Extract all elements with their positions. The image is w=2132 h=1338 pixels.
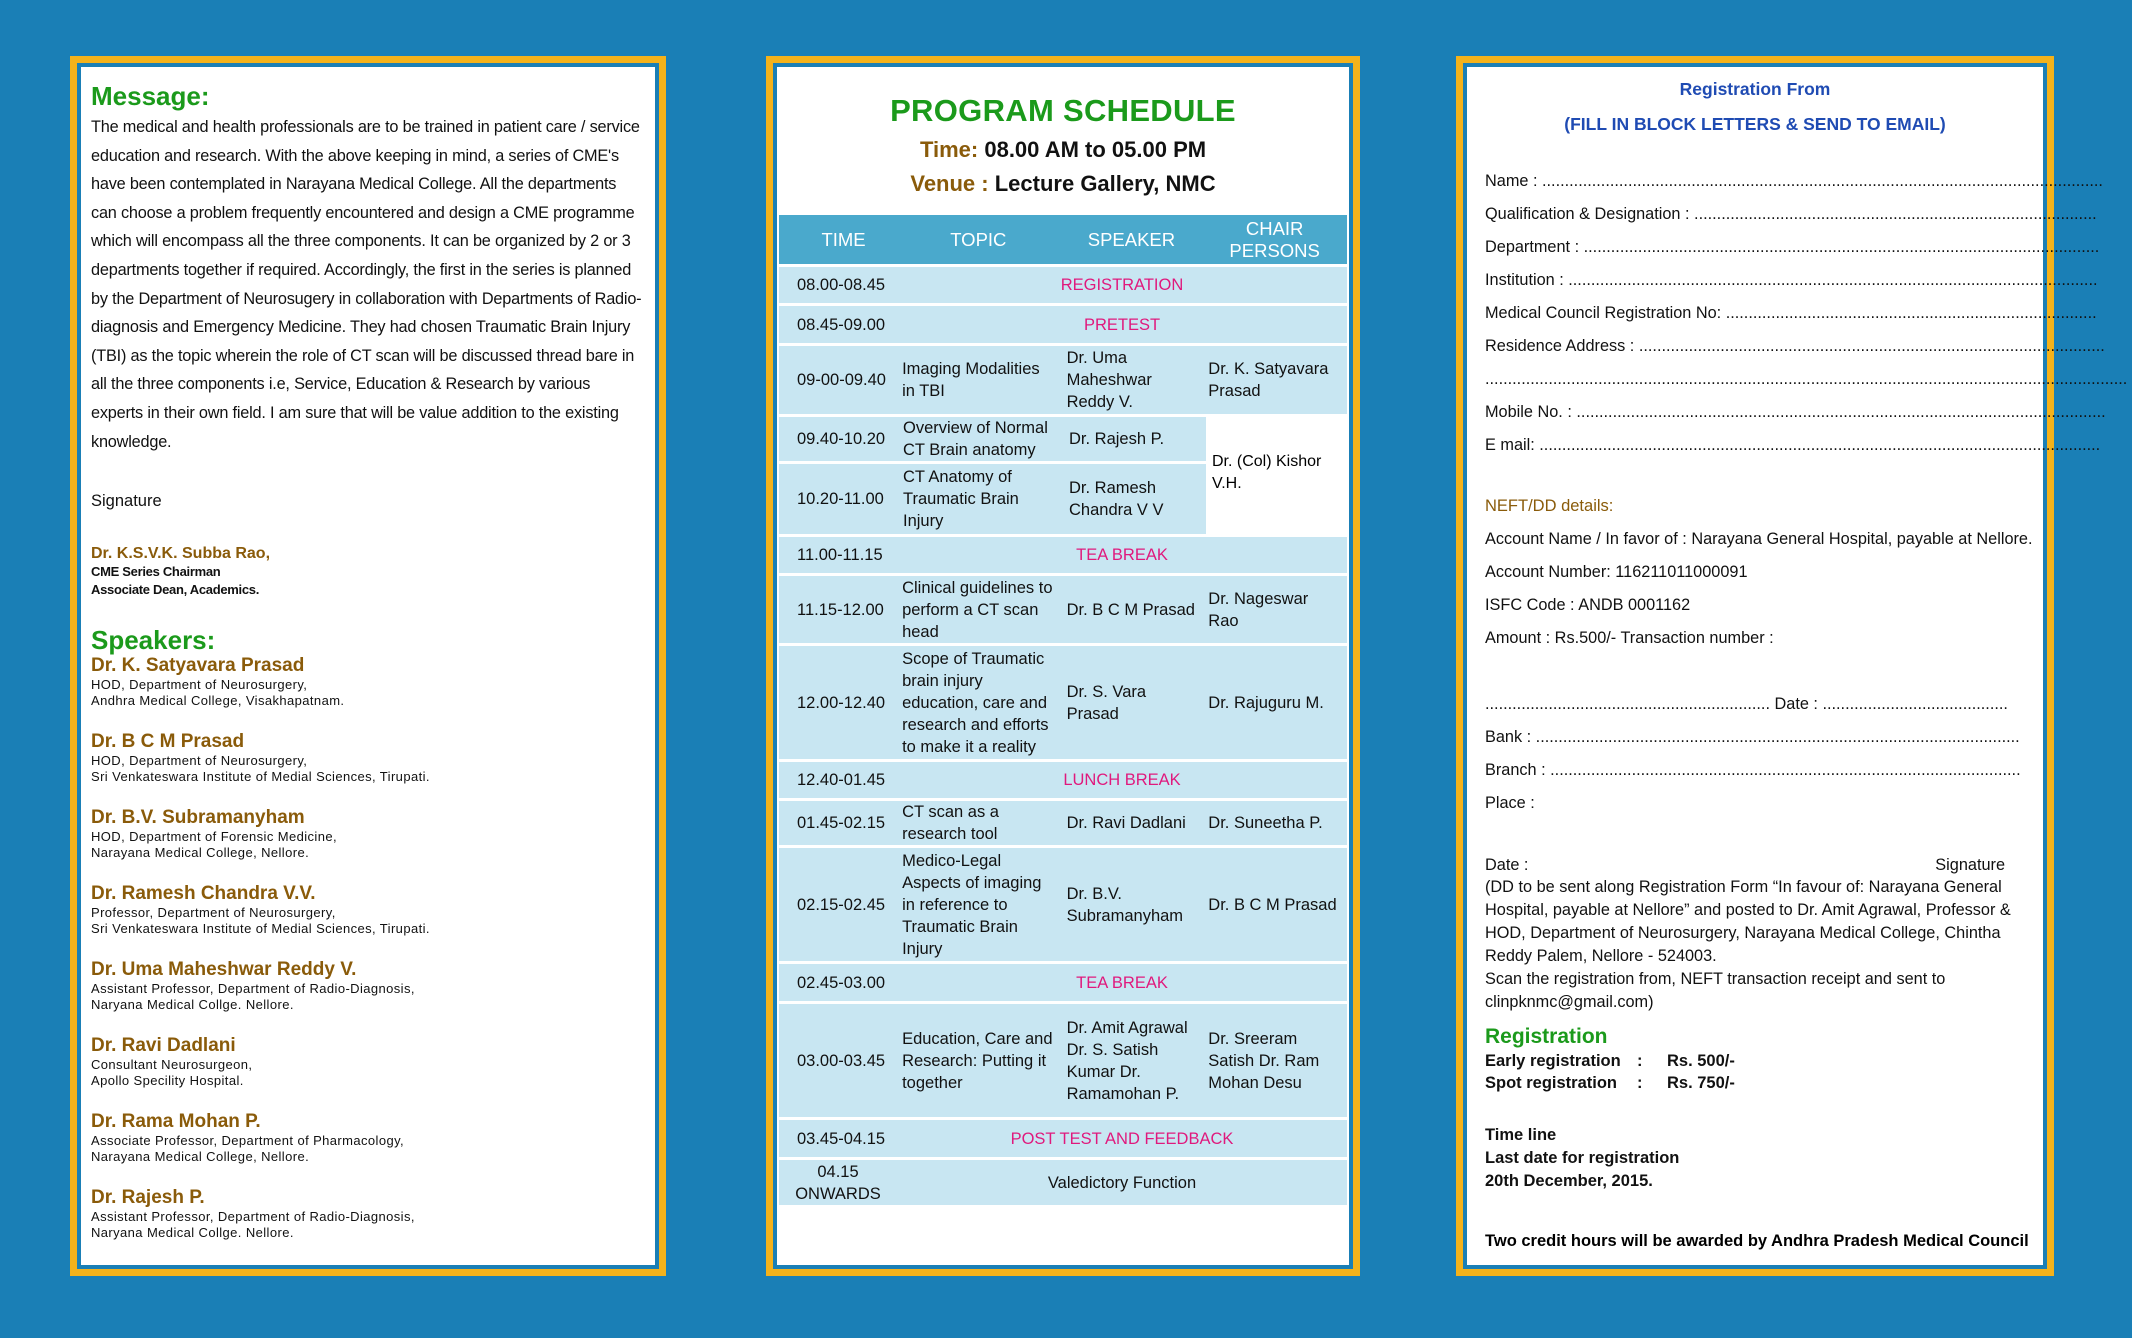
speaker-role: Assistant Professor, Department of Radio-Diagnosis,: [91, 981, 415, 997]
schedule-panel: [766, 56, 1360, 1276]
row-time: 03.00-03.45: [797, 1051, 886, 1070]
table-row-group-left: [779, 417, 1206, 534]
early-label: Early registration: [1485, 1052, 1621, 1070]
speaker-role: HOD, Department of Neurosurgery,: [91, 753, 308, 769]
registration-form-title: Registration From: [1679, 79, 1831, 99]
row-topic: Clinical guidelines to perform a CT scan head: [902, 578, 1053, 641]
message-panel: [70, 56, 666, 1276]
speaker-name: Dr. K. Satyavara Prasad: [91, 655, 305, 677]
colon: :: [1637, 1074, 1643, 1092]
row-time: 03.45-04.15: [797, 1129, 886, 1148]
speaker-role: Assistant Professor, Department of Radio-Diagnosis,: [91, 1209, 415, 1225]
speaker-institution: Narayana Medical College, Nellore.: [91, 845, 310, 861]
row-chair: Dr. Sreeram Satish Dr. Ram Mohan Desu: [1208, 1029, 1320, 1092]
spot-registration-row: [1485, 1072, 2027, 1094]
speaker-institution: Naryana Medical Collge. Nellore.: [91, 997, 294, 1013]
speaker-institution: Narayana Medical College, Nellore.: [91, 1149, 310, 1165]
qualification-field[interactable]: Qualification & Designation : .........................................................................................: [1485, 205, 2097, 223]
speaker-role: Professor, Department of Neurosurgery,: [91, 905, 336, 921]
table-row: [779, 1004, 1347, 1120]
department-field[interactable]: Department : ..................................................................................................................: [1485, 238, 2100, 256]
row-event: LUNCH BREAK: [1063, 771, 1181, 789]
row-time: 08.00-08.45: [797, 276, 886, 294]
name-field[interactable]: Name : ............................................................................................................................: [1485, 172, 2103, 190]
dd-instructions: (DD to be sent along Registration Form “In favour of: Narayana General Hospital, payable at Nellore” and posted to Dr. Amit Agrawal, Professor & HOD, Department of Neurosurgery, Narayana Medical College, Chintha Reddy Palem, Nellore - 524003.: [1485, 878, 2011, 965]
message-panel-inner: [77, 63, 659, 1269]
schedule-venue-label: Venue :: [910, 171, 989, 196]
table-row: [779, 417, 1206, 464]
speaker-institution: Apollo Specility Hospital.: [91, 1073, 244, 1089]
schedule-time-label: Time:: [919, 137, 979, 162]
row-topic: CT scan as a research tool: [902, 803, 999, 843]
signature-label: Signature: [1935, 856, 2005, 874]
speaker-list: [91, 655, 643, 1241]
row-time: 12.00-12.40: [797, 693, 886, 712]
row-time: 02.45-03.00: [797, 973, 886, 992]
row-topic: Education, Care and Research: Putting it together: [902, 1029, 1053, 1092]
table-row: [779, 1120, 1347, 1160]
schedule-table: [779, 215, 1347, 1208]
registration-panel-inner: [1463, 63, 2128, 1269]
row-topic: Overview of Normal CT Brain anatomy: [903, 419, 1048, 459]
institution-field[interactable]: Institution : .....................................................................................................................: [1485, 271, 2098, 289]
early-value: Rs. 500/-: [1667, 1052, 1735, 1070]
message-body: The medical and health professionals are to be trained in patient care / service education and research. With the above keeping in mind, a series of CME's have been contemplated in Narayana Medical College. All the departments can choose a problem frequently encountered and design a CME programme which will encompass all the three components. It can be organized by 2 or 3 departments together if required. Accordingly, the first in the series is planned by the Department of Neurosugery in collaboration with Departments of Radio-diagnosis and Emergency Medicine. They had chosen Traumatic Brain Injury (TBI) as the topic wherein the role of CT scan will be discussed thread bare in all the three components i.e, Service, Education & Research by various experts in their own field. I am sure that will be value addition to the existing knowledge.: [91, 118, 642, 451]
message-heading: Message:: [91, 81, 210, 111]
residence-address-line2[interactable]: ..............................................................................................................................................: [1485, 370, 2128, 388]
row-chair: Dr. (Col) Kishor V.H.: [1206, 417, 1347, 534]
row-event: TEA BREAK: [1076, 973, 1168, 992]
speaker-name: Dr. B C M Prasad: [91, 731, 245, 753]
table-header-row: [779, 215, 1347, 267]
row-time: 01.45-02.15: [797, 814, 886, 832]
date-label: Date :: [1485, 856, 1529, 874]
schedule-time-value: 08.00 AM to 05.00 PM: [984, 137, 1207, 162]
speaker-item: [91, 959, 643, 1013]
row-time: 08.45-09.00: [797, 315, 886, 334]
registration-form: [1467, 165, 2128, 1193]
speaker-institution: Sri Venkateswara Institute of Medial Sciences, Tirupati.: [91, 921, 430, 937]
speaker-item: [91, 1035, 643, 1089]
header-speaker: SPEAKER: [1087, 228, 1176, 250]
row-time: 12.40-01.45: [797, 771, 886, 789]
signer-title-1: CME Series Chairman: [91, 564, 221, 580]
table-row-group: [779, 417, 1347, 537]
row-chair: Dr. Suneetha P.: [1208, 814, 1323, 832]
row-topic: Medico-Legal Aspects of imaging in reference to Traumatic Brain Injury: [902, 851, 1042, 958]
speaker-institution: Andhra Medical College, Visakhapatnam.: [91, 693, 345, 709]
speaker-name: Dr. Rama Mohan P.: [91, 1111, 261, 1133]
place-field[interactable]: Place :: [1485, 794, 1535, 812]
speaker-item: [91, 807, 643, 861]
date-signature-row: [1485, 854, 2027, 876]
header-chair: CHAIR PERSONS: [1229, 217, 1320, 261]
row-speaker: Dr. Ramesh Chandra V V: [1069, 479, 1164, 519]
row-chair: Dr. K. Satyavara Prasad: [1208, 360, 1329, 400]
credit-hours-note: Two credit hours will be awarded by Andhra Pradesh Medical Council: [1485, 1232, 2029, 1250]
table-row: [779, 306, 1347, 346]
registration-heading: Registration: [1485, 1025, 1608, 1048]
isfc-code: ISFC Code : ANDB 0001162: [1485, 596, 1691, 614]
speaker-name: Dr. Ravi Dadlani: [91, 1035, 236, 1057]
residence-address-field[interactable]: Residence Address : .......................................................................................................: [1485, 337, 2105, 355]
speaker-role: Associate Professor, Department of Pharmacology,: [91, 1133, 405, 1149]
signature-label: Signature: [91, 492, 162, 511]
speaker-role: HOD, Department of Forensic Medicine,: [91, 829, 337, 845]
header-topic: TOPIC: [950, 228, 1007, 250]
speaker-name: Dr. B.V. Subramanyham: [91, 807, 305, 829]
row-time: 02.15-02.45: [797, 895, 886, 914]
schedule-venue: [777, 171, 1349, 197]
early-registration-row: [1485, 1050, 2027, 1072]
table-row: [779, 267, 1347, 306]
neft-heading: NEFT/DD details:: [1485, 497, 1614, 515]
timeline-deadline-label: Last date for registration: [1485, 1149, 1680, 1167]
timeline-deadline-date: 20th December, 2015.: [1485, 1172, 1653, 1190]
row-topic: CT Anatomy of Traumatic Brain Injury: [903, 468, 1019, 530]
row-event: Valedictory Function: [1047, 1173, 1197, 1192]
table-row: [779, 762, 1347, 801]
branch-field[interactable]: Branch : ........................................................................................................: [1485, 761, 2021, 779]
schedule-panel-inner: [773, 63, 1353, 1269]
row-time: 10.20-11.00: [797, 490, 884, 508]
row-speaker: Dr. B C M Prasad: [1066, 600, 1195, 619]
speaker-item: [91, 883, 643, 937]
amount-line: Amount : Rs.500/- Transaction number :: [1485, 629, 1774, 647]
table-row: [779, 464, 1206, 534]
row-time: 04.15 ONWARDS: [795, 1162, 881, 1203]
row-time: 11.00-11.15: [797, 546, 883, 564]
spot-value: Rs. 750/-: [1667, 1074, 1735, 1092]
speaker-item: [91, 731, 643, 785]
scan-instructions: Scan the registration from, NEFT transaction receipt and sent to clinpknmc@gmail.com): [1485, 970, 1946, 1011]
row-chair: Dr. B C M Prasad: [1208, 895, 1337, 914]
row-event: REGISTRATION: [1060, 276, 1184, 294]
timeline-block: [1485, 1124, 2027, 1193]
row-topic: Scope of Traumatic brain injury education, care and research and efforts to make it a reality: [902, 649, 1049, 756]
table-row: [779, 801, 1347, 848]
row-topic: Imaging Modalities in TBI: [902, 360, 1040, 400]
row-speaker: Dr. Amit Agrawal Dr. S. Satish Kumar Dr. Ramamohan P.: [1066, 1018, 1188, 1103]
table-row: [779, 646, 1347, 762]
speaker-item: [91, 655, 643, 709]
row-time: 11.15-12.00: [797, 600, 884, 619]
row-chair: Dr. Nageswar Rao: [1208, 589, 1309, 630]
schedule-venue-value: Lecture Gallery, NMC: [994, 171, 1216, 196]
speakers-heading: Speakers:: [91, 625, 216, 656]
row-event: TEA BREAK: [1076, 546, 1168, 564]
row-speaker: Dr. S. Vara Prasad: [1066, 682, 1147, 723]
account-name: Account Name / In favor of : Narayana General Hospital, payable at Nellore.: [1485, 530, 2033, 548]
row-speaker: Dr. Rajesh P.: [1069, 430, 1165, 448]
row-time: 09-00-09.40: [797, 371, 886, 389]
row-speaker: Dr. Ravi Dadlani: [1066, 814, 1186, 832]
row-time: 09.40-10.20: [797, 430, 886, 448]
row-event: PRETEST: [1083, 315, 1161, 334]
header-time: TIME: [821, 228, 866, 250]
table-row: [779, 1160, 1347, 1208]
row-chair: Dr. Rajuguru M.: [1208, 693, 1324, 712]
mobile-field[interactable]: Mobile No. : .....................................................................................................................: [1485, 403, 2106, 421]
registration-panel: [1456, 56, 2128, 1276]
row-speaker: Dr. B.V. Subramanyham: [1066, 884, 1184, 925]
timeline-label: Time line: [1485, 1126, 1557, 1144]
speaker-name: Dr. Uma Maheshwar Reddy V.: [91, 959, 357, 981]
transaction-date-field[interactable]: ............................................................... Date : .........................................: [1485, 695, 2008, 713]
spot-label: Spot registration: [1485, 1074, 1618, 1092]
email-field[interactable]: E mail: ............................................................................................................................: [1485, 436, 2101, 454]
row-speaker: Dr. Uma Maheshwar Reddy V.: [1066, 349, 1152, 411]
table-row: [779, 346, 1347, 417]
speaker-item: [91, 1111, 643, 1165]
speaker-name: Dr. Rajesh P.: [91, 1187, 205, 1209]
speaker-institution: Naryana Medical Collge. Nellore.: [91, 1225, 294, 1241]
row-event: POST TEST AND FEEDBACK: [1010, 1129, 1234, 1148]
council-registration-field[interactable]: Medical Council Registration No: ..................................................................................: [1485, 304, 2097, 322]
colon: :: [1637, 1052, 1643, 1070]
table-row: [779, 964, 1347, 1004]
schedule-title: PROGRAM SCHEDULE: [890, 93, 1236, 128]
speaker-role: HOD, Department of Neurosurgery,: [91, 677, 308, 693]
schedule-time: [777, 137, 1349, 163]
signer-name: Dr. K.S.V.K. Subba Rao,: [91, 545, 271, 563]
speaker-institution: Sri Venkateswara Institute of Medial Sciences, Tirupati.: [91, 769, 430, 785]
table-row: [779, 848, 1347, 964]
speaker-name: Dr. Ramesh Chandra V.V.: [91, 883, 316, 905]
speaker-item: [91, 1187, 643, 1241]
speaker-role: Consultant Neurosurgeon,: [91, 1057, 253, 1073]
table-row: [779, 576, 1347, 646]
registration-form-subtitle: (FILL IN BLOCK LETTERS & SEND TO EMAIL): [1564, 114, 1946, 134]
signer-title-2: Associate Dean, Academics.: [91, 582, 260, 598]
table-row: [779, 537, 1347, 576]
bank-field[interactable]: Bank : ...........................................................................................................: [1485, 728, 2020, 746]
account-number: Account Number: 116211011000091: [1485, 563, 1748, 581]
